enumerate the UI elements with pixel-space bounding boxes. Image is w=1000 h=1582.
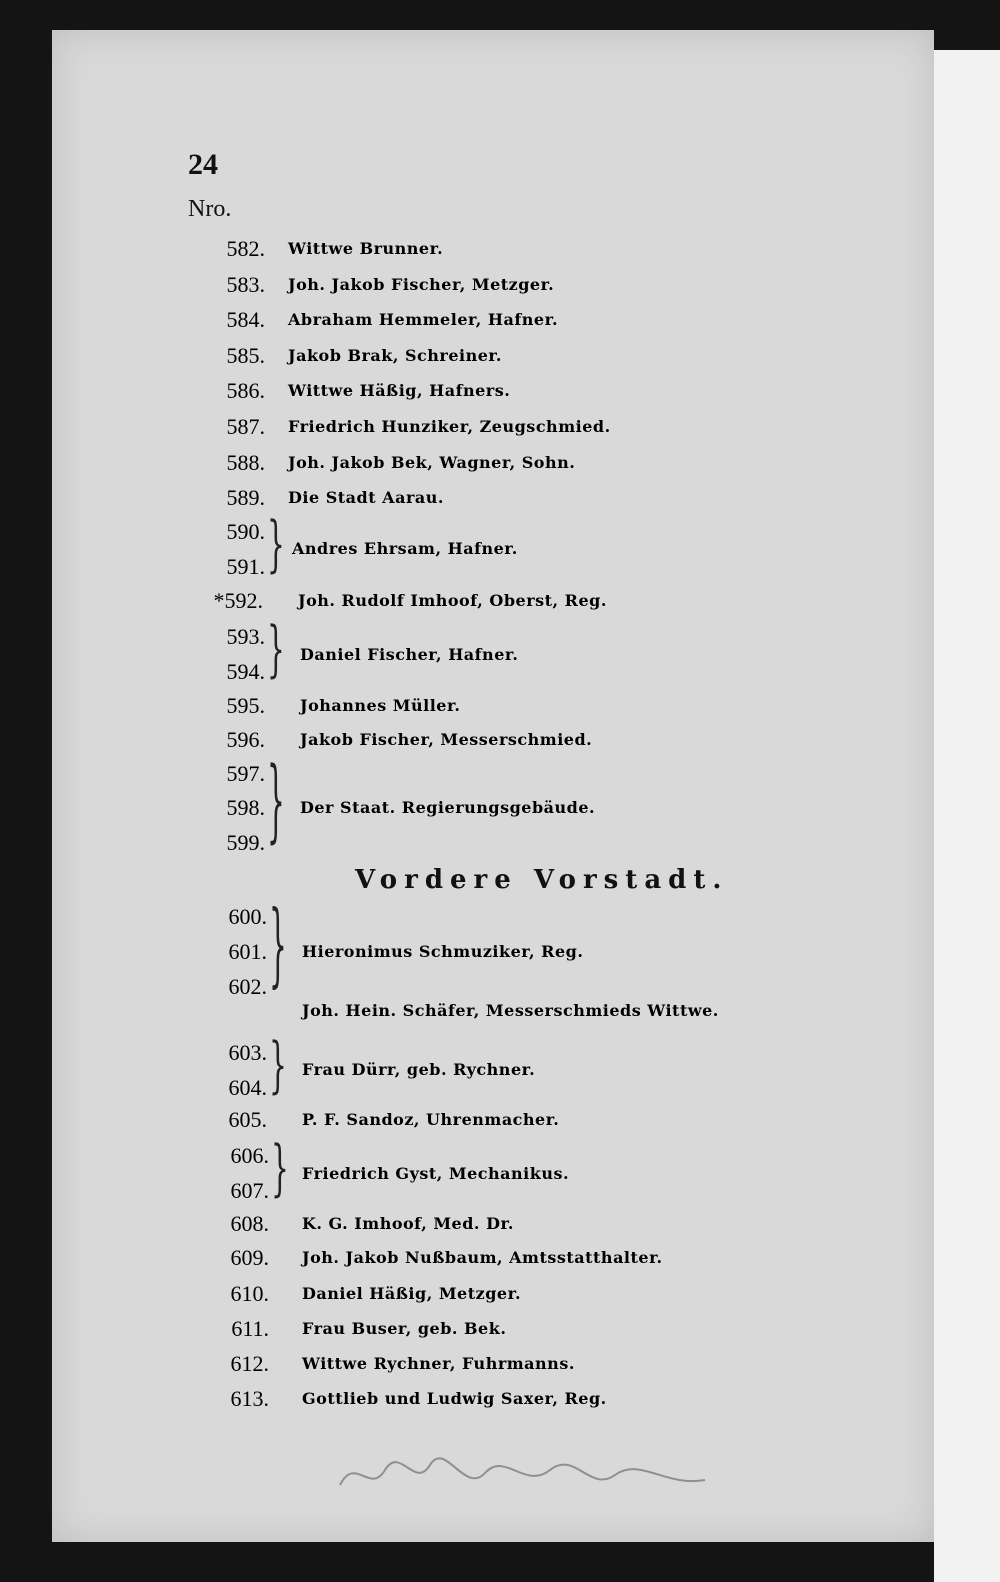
entry-name: Der Staat. Regierungsgebäude. — [300, 798, 596, 817]
entry-number: 612. — [230, 1351, 269, 1376]
entry-number: 590. — [226, 519, 265, 544]
entry-number: 585. — [226, 343, 265, 368]
entry-name: Joh. Hein. Schäfer, Messerschmieds Wittwe. — [302, 1001, 719, 1020]
entry-name: Friedrich Gyst, Mechanikus. — [302, 1164, 570, 1183]
entry-name: Joh. Jakob Fischer, Metzger. — [288, 275, 555, 294]
entry-name: Frau Dürr, geb. Rychner. — [302, 1060, 536, 1079]
entry-number: 613. — [230, 1386, 269, 1411]
entry-name: Gottlieb und Ludwig Saxer, Reg. — [302, 1389, 607, 1408]
entry-number: 588. — [226, 450, 265, 475]
entry-name: Wittwe Rychner, Fuhrmanns. — [302, 1354, 575, 1373]
entry-name: Frau Buser, geb. Bek. — [302, 1319, 507, 1338]
entry-name: Wittwe Brunner. — [288, 239, 444, 258]
grouping-brace: } — [267, 508, 285, 580]
entry-number: 593. — [226, 624, 265, 649]
entry-number: 603. — [228, 1040, 267, 1065]
entry-number: 605. — [228, 1107, 267, 1132]
entry-number: *592. — [213, 588, 263, 613]
entry-name: Die Stadt Aarau. — [288, 488, 444, 507]
entry-number: 582. — [226, 236, 265, 261]
entry-number: 586. — [226, 378, 265, 403]
entry-number: 604. — [228, 1075, 267, 1100]
entry-name: Daniel Fischer, Hafner. — [300, 645, 519, 664]
scan-margin — [934, 50, 1000, 1582]
entry-number: 600. — [228, 904, 267, 929]
entry-name: Jakob Brak, Schreiner. — [288, 346, 502, 365]
entry-number: 594. — [226, 659, 265, 684]
grouping-brace: } — [269, 890, 287, 998]
entry-name: Joh. Jakob Bek, Wagner, Sohn. — [288, 453, 576, 472]
entry-number: 584. — [226, 307, 265, 332]
entry-name: Hieronimus Schmuziker, Reg. — [302, 942, 584, 961]
entry-number: 595. — [226, 693, 265, 718]
entry-number: 606. — [230, 1143, 269, 1168]
entry-name: Jakob Fischer, Messerschmied. — [300, 730, 593, 749]
entry-number: 589. — [226, 485, 265, 510]
entry-name: Joh. Rudolf Imhoof, Oberst, Reg. — [298, 591, 607, 610]
grouping-brace: } — [269, 1029, 287, 1101]
entry-number: 611. — [231, 1316, 269, 1341]
entry-name: Wittwe Häßig, Hafners. — [288, 381, 511, 400]
entry-name: Andres Ehrsam, Hafner. — [292, 539, 518, 558]
grouping-brace: } — [271, 1132, 289, 1204]
grouping-brace: } — [267, 747, 285, 854]
entry-number: 596. — [226, 727, 265, 752]
grouping-brace: } — [267, 613, 285, 685]
entry-name: Daniel Häßig, Metzger. — [302, 1284, 522, 1303]
scan-border-dark — [930, 0, 1000, 50]
entry-name: Friedrich Hunziker, Zeugschmied. — [288, 417, 611, 436]
page-number: 24 — [188, 148, 218, 181]
entry-number: 597. — [226, 761, 265, 786]
column-header: Nro. — [188, 196, 232, 222]
entry-number: 610. — [230, 1281, 269, 1306]
entry-number: 602. — [228, 974, 267, 999]
handwritten-signature — [335, 1445, 715, 1505]
entry-name: P. F. Sandoz, Uhrenmacher. — [302, 1110, 560, 1129]
entry-number: 587. — [226, 414, 265, 439]
entry-number: 583. — [226, 272, 265, 297]
entry-number: 609. — [230, 1245, 269, 1270]
section-heading: Vordere Vorstadt. — [355, 865, 729, 895]
entry-name: Joh. Jakob Nußbaum, Amtsstatthalter. — [302, 1248, 663, 1267]
entry-number: 607. — [230, 1178, 269, 1203]
entry-number: 591. — [226, 554, 265, 579]
entry-number: 601. — [228, 939, 267, 964]
entry-name: Abraham Hemmeler, Hafner. — [288, 310, 559, 329]
entry-name: K. G. Imhoof, Med. Dr. — [302, 1214, 514, 1233]
entry-number: 608. — [230, 1211, 269, 1236]
entry-number: 599. — [226, 830, 265, 855]
entry-number: 598. — [226, 795, 265, 820]
entry-name: Johannes Müller. — [300, 696, 461, 715]
